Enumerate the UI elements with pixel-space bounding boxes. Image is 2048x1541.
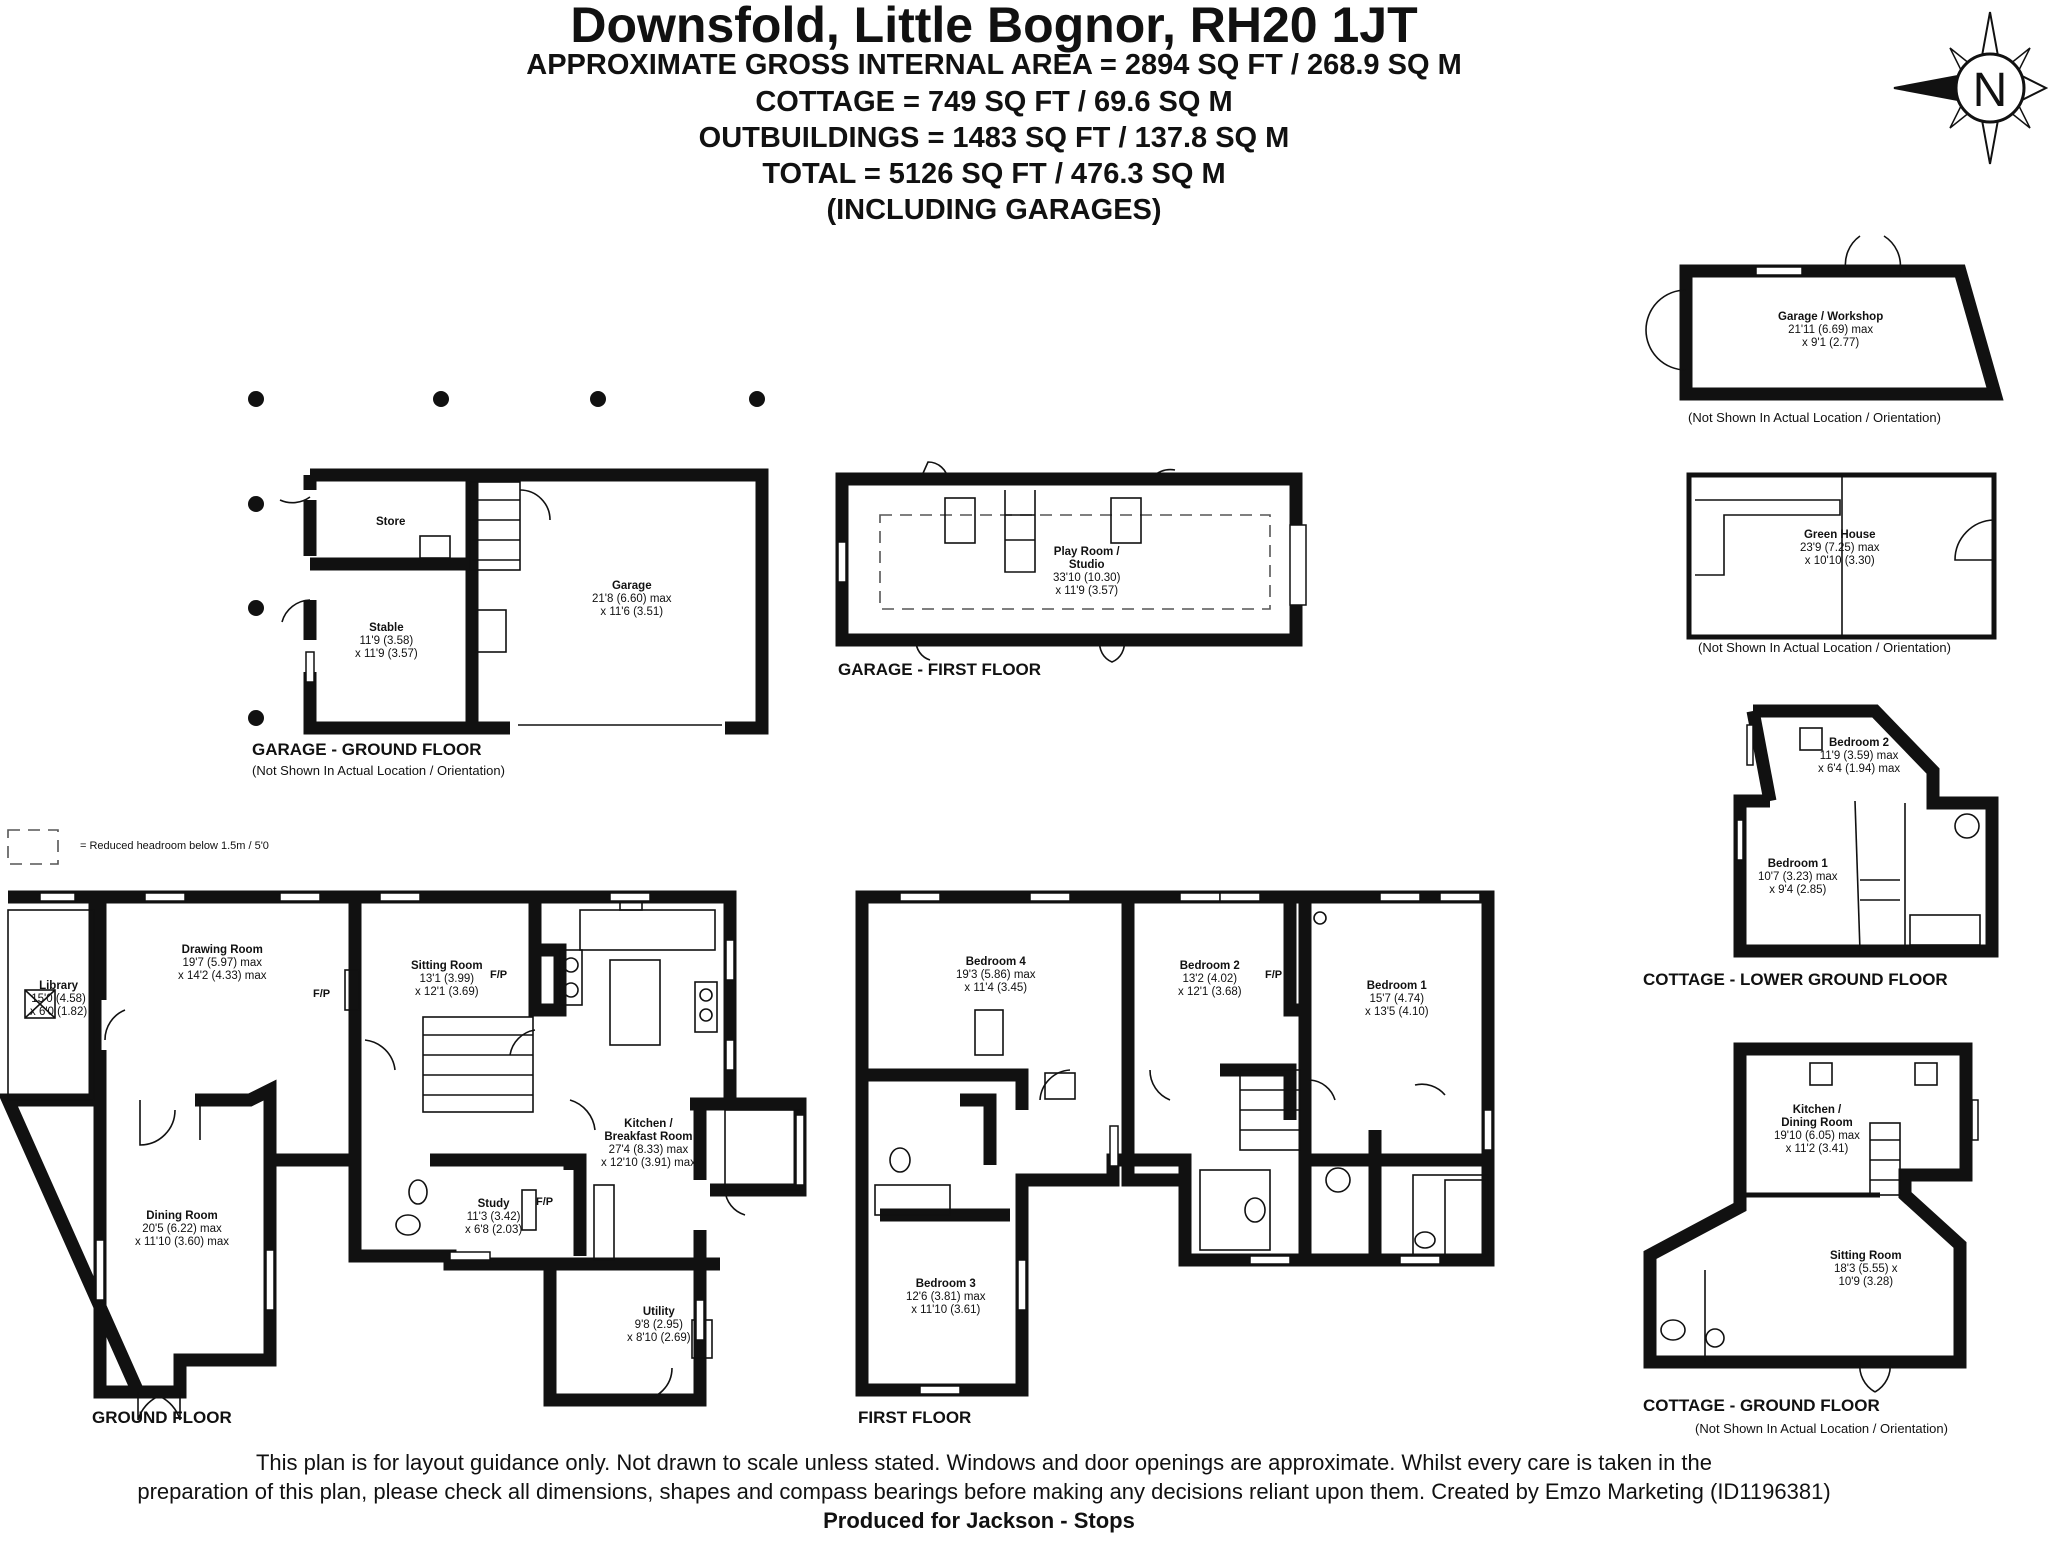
room-label-drawing-room: Drawing Room 19'7 (5.97) max x 14'2 (4.33) max xyxy=(178,944,267,982)
disclaimer-line-2: preparation of this plan, please check all dimensions, shapes and compass bearings before making any decisions reliant upon them. Created by Emzo Marketing (ID1196381) xyxy=(137,1479,1831,1504)
room-label-cottage-bedroom-1: Bedroom 1 10'7 (3.23) max x 9'4 (2.85) xyxy=(1758,858,1838,896)
not-shown-note: (Not Shown In Actual Location / Orientation) xyxy=(1688,410,1941,425)
room-label-library: Library 15'0 (4.58) x 6'0 (1.82) xyxy=(30,980,88,1018)
legend-text: = Reduced headroom below 1.5m / 5'0 xyxy=(80,840,269,852)
room-label-bedroom-1: Bedroom 1 15'7 (4.74) x 13'5 (4.10) xyxy=(1365,980,1429,1018)
floor-label-garage-ground: GARAGE - GROUND FLOOR xyxy=(252,740,482,759)
room-label-kitchen: Kitchen / Breakfast Room 27'4 (8.33) max x 12'10 (3.91) max xyxy=(601,1118,696,1169)
room-label-garage: Garage 21'8 (6.60) max x 11'6 (3.51) xyxy=(592,580,672,618)
floor-label-cottage-lower: COTTAGE - LOWER GROUND FLOOR xyxy=(1643,970,1948,989)
fireplace-label: F/P xyxy=(490,969,508,981)
not-shown-note: (Not Shown In Actual Location / Orientation) xyxy=(1698,640,1951,655)
garage-ground-floor-walls xyxy=(280,475,762,728)
room-label-cottage-bedroom-2: Bedroom 2 11'9 (3.59) max x 6'4 (1.94) max xyxy=(1818,737,1901,775)
floor-label-cottage-ground: COTTAGE - GROUND FLOOR xyxy=(1643,1396,1880,1415)
fireplace-label: F/P xyxy=(536,1196,554,1208)
cottage-ground-walls xyxy=(1650,1049,1978,1392)
fireplace-label: F/P xyxy=(1265,969,1283,981)
room-label-study: Study 11'3 (3.42) x 6'8 (2.03) xyxy=(465,1198,523,1236)
room-label-bedroom-4: Bedroom 4 19'3 (5.86) max x 11'4 (3.45) xyxy=(956,956,1036,994)
plan-title: Downsfold, Little Bognor, RH20 1JT xyxy=(570,0,1418,53)
room-label-sitting-room: Sitting Room 13'1 (3.99) x 12'1 (3.69) xyxy=(411,960,483,998)
floor-label-garage-first: GARAGE - FIRST FLOOR xyxy=(838,660,1042,679)
area-line-2: COTTAGE = 749 SQ FT / 69.6 SQ M xyxy=(755,86,1233,118)
legend-swatch xyxy=(8,830,58,864)
not-shown-note: (Not Shown In Actual Location / Orientation) xyxy=(252,763,505,778)
room-label-bedroom-2: Bedroom 2 13'2 (4.02) x 12'1 (3.68) xyxy=(1178,960,1242,998)
disclaimer-line-1: This plan is for layout guidance only. Not drawn to scale unless stated. Windows and door openings are approximate. Whilst every care is taken in the xyxy=(255,1450,1713,1475)
compass-icon xyxy=(1894,12,2046,164)
room-label-play-room: Play Room / Studio 33'10 (10.30) x 11'9 (3.57) xyxy=(1053,546,1121,597)
area-line-3: OUTBUILDINGS = 1483 SQ FT / 137.8 SQ M xyxy=(698,122,1290,154)
room-label-store: Store xyxy=(376,516,406,528)
room-label-dining-room: Dining Room 20'5 (6.22) max x 11'10 (3.60) max xyxy=(135,1210,230,1248)
compass-letter: N xyxy=(1972,64,2008,117)
room-label-garage-workshop: Garage / Workshop 21'11 (6.69) max x 9'1 (2.77) xyxy=(1778,311,1884,349)
not-shown-note: (Not Shown In Actual Location / Orientation) xyxy=(1695,1421,1948,1436)
room-label-utility: Utility 9'8 (2.95) x 8'10 (2.69) xyxy=(627,1306,691,1344)
fireplace-label: F/P xyxy=(313,988,331,1000)
area-line-4: TOTAL = 5126 SQ FT / 476.3 SQ M xyxy=(762,158,1226,190)
room-label-cottage-sitting-room: Sitting Room 18'3 (5.55) x 10'9 (3.28) xyxy=(1830,1250,1902,1288)
room-label-green-house: Green House 23'9 (7.25) max x 10'10 (3.30) xyxy=(1800,529,1880,567)
area-line-1: APPROXIMATE GROSS INTERNAL AREA = 2894 SQ FT / 268.9 SQ M xyxy=(526,49,1462,81)
floor-label-first: FIRST FLOOR xyxy=(858,1408,972,1427)
area-line-5: (INCLUDING GARAGES) xyxy=(826,194,1162,226)
floor-label-ground: GROUND FLOOR xyxy=(92,1408,232,1427)
room-label-bedroom-3: Bedroom 3 12'6 (3.81) max x 11'10 (3.61) xyxy=(906,1278,986,1316)
room-label-stable: Stable 11'9 (3.58) x 11'9 (3.57) xyxy=(355,622,418,660)
produced-for: Produced for Jackson - Stops xyxy=(823,1508,1135,1533)
room-label-cottage-kitchen: Kitchen / Dining Room 19'10 (6.05) max x 11'2 (3.41) xyxy=(1774,1104,1860,1155)
